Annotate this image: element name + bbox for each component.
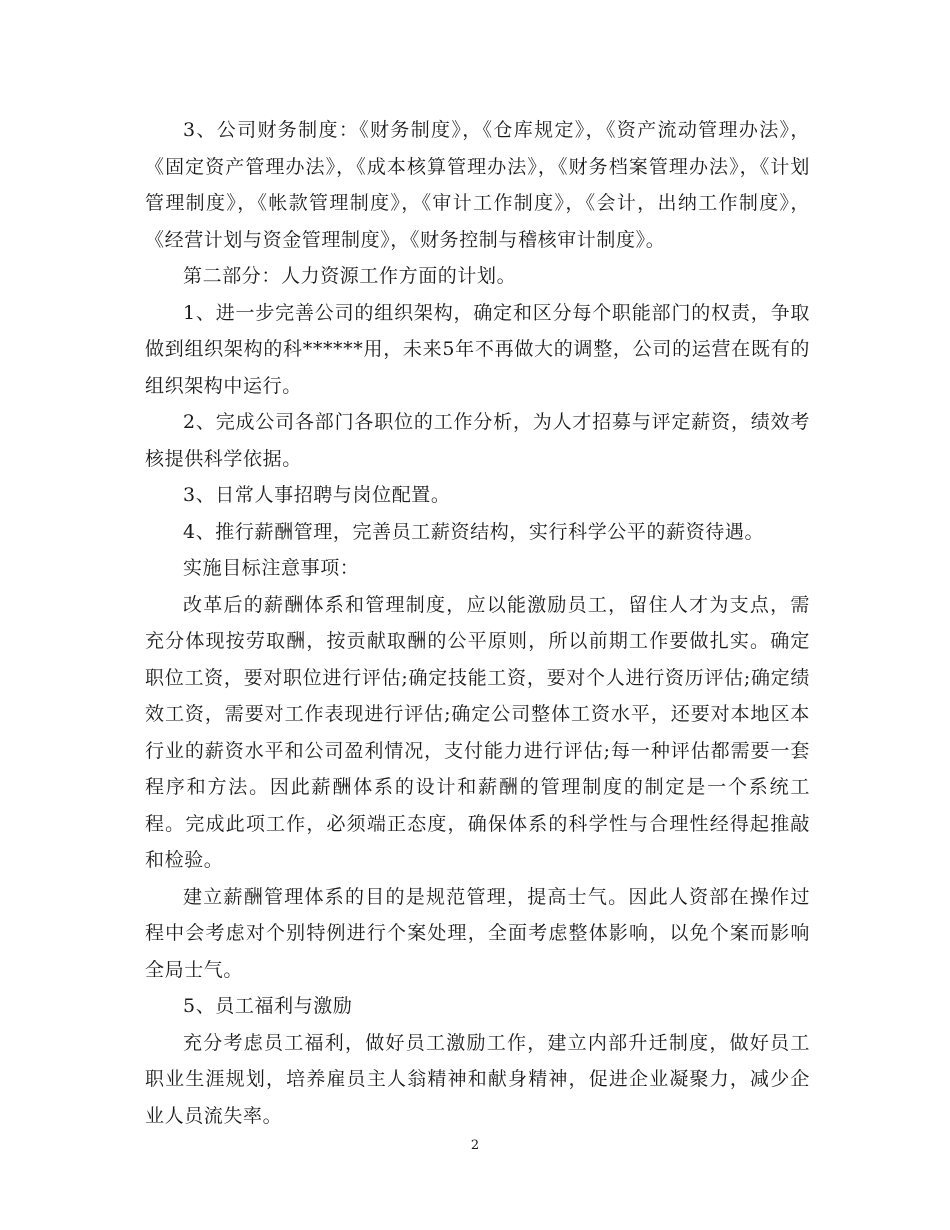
paragraph-salary-system-purpose: 建立薪酬管理体系的目的是规范管理，提高士气。因此人资部在操作过程中会考虑对个别特例进行个案处理，全面考虑整体影响，以免个案而影响全局士气。 — [145, 885, 810, 981]
paragraph-recruitment: 3、日常人事招聘与岗位配置。 — [183, 484, 451, 506]
paragraph-org-structure: 1、进一步完善公司的组织架构，确定和区分每个职能部门的权责，争取做到组织架构的科******用，未来5年不再做大的调整，公司的运营在既有的组织架构中运行。 — [145, 301, 810, 397]
paragraph-job-analysis: 2、完成公司各部门各职位的工作分析，为人才招募与评定薪资，绩效考核提供科学依据。 — [145, 411, 810, 470]
section-heading-hr-plan: 第二部分：人力资源工作方面的计划。 — [183, 265, 517, 287]
subheading-notes: 实施目标注意事项： — [183, 557, 360, 579]
paragraph-compensation: 4、推行薪酬管理，完善员工薪资结构，实行科学公平的薪资待遇。 — [183, 520, 765, 543]
paragraph-benefits: 充分考虑员工福利，做好员工激励工作，建立内部升迁制度，做好员工职业生涯规划，培养雇员主人翁精神和献身精神，促进企业凝聚力，减少企业人员流失率。 — [145, 1031, 810, 1127]
paragraph-finance-policies: 3、公司财务制度：《财务制度》，《仓库规定》，《资产流动管理办法》，《固定资产管理办法》，《成本核算管理办法》，《财务档案管理办法》，《计划管理制度》，《帐款管理制度》，《审计工作制度》，《会计，出纳工作制度》，《经营计划与资金管理制度》，《财务控制与稽核审计制度》。 — [145, 119, 810, 251]
paragraph-benefits-heading: 5、员工福利与激励 — [183, 995, 353, 1017]
paragraph-salary-reform: 改革后的薪酬体系和管理制度，应以能激励员工，留住人才为支点，需充分体现按劳取酬，按贡献取酬的公平原则，所以前期工作要做扎实。确定职位工资，要对职位进行评估;确定技能工资，要对个人进行资历评估;确定绩效工资，需要对工作表现进行评估;确定公司整体工资水平，还要对本地区本行业的薪资水平和公司盈利情况，支付能力进行评估;每一种评估都需要一套程序和方法。因此薪酬体系的设计和薪酬的管理制度的制定是一个系统工程。完成此项工作，必须端正态度，确保体系的科学性与合理性经得起推敲和检验。 — [145, 593, 810, 871]
document-body — [145, 112, 810, 1134]
page-number: 2 — [470, 1138, 480, 1153]
